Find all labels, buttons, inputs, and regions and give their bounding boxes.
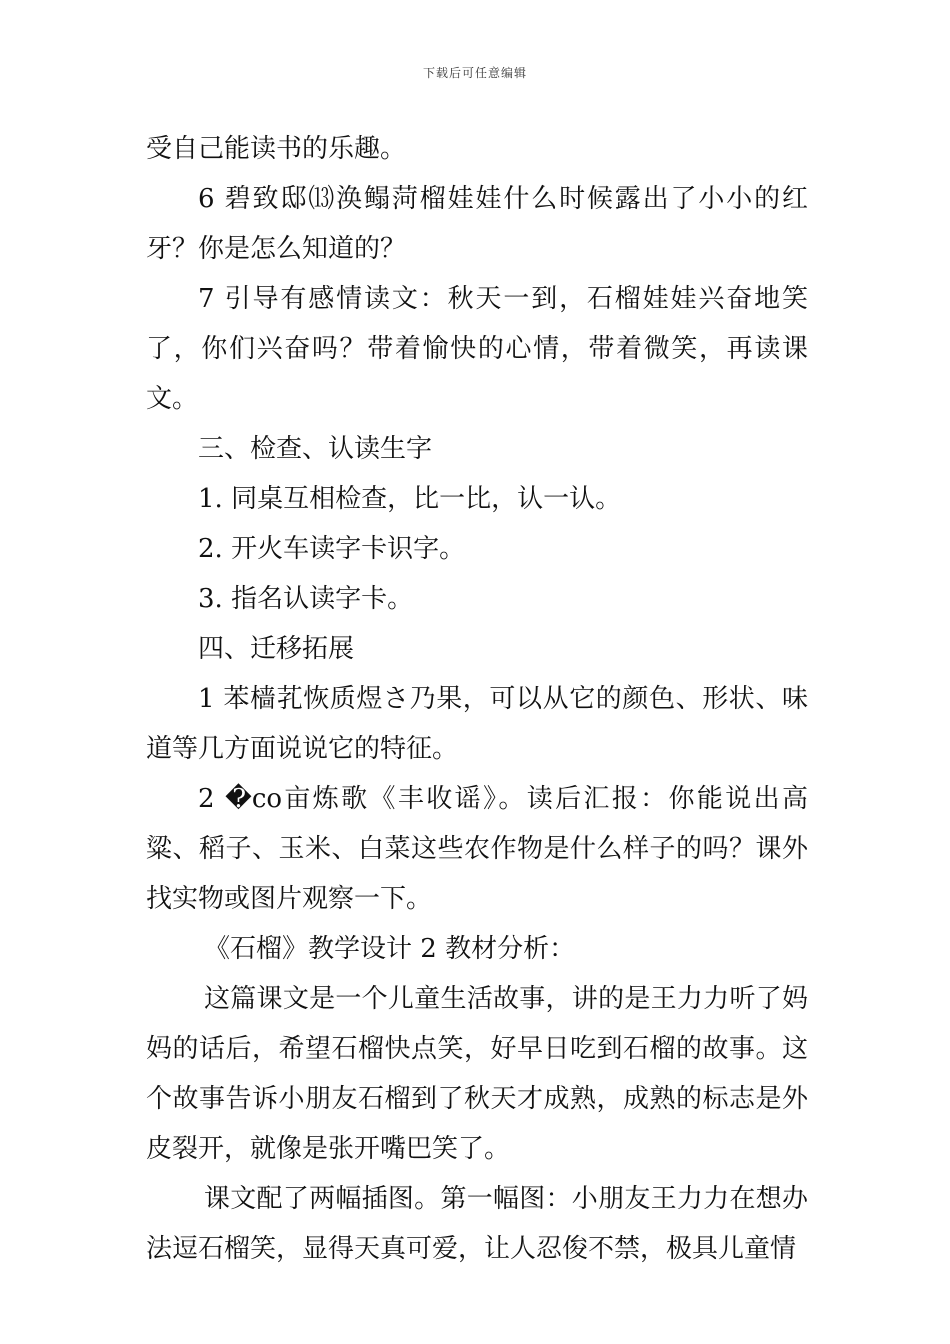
list-item-3: 3. 指名认读字卡。 [198,584,414,614]
paragraph-question-6: 6 碧致邸⒀涣鳎菏榴娃娃什么时候露出了小小的红牙？你是怎么知道的？ [146,184,808,264]
lesson-title: 《石榴》教学设计 2 教材分析： [204,934,576,964]
paragraph-extension-1: 1 苯樯芤恢质煜さ乃果，可以从它的颜色、形状、味道等几方面说说它的特征。 [146,684,808,764]
section-heading-4: 四、迁移拓展 [198,634,355,664]
paragraph-analysis: 这篇课文是一个儿童生活故事，讲的是王力力听了妈妈的话后，希望石榴快点笑，好早日吃到石榴的故事。这个故事告诉小朋友石榴到了秋天才成熟，成熟的标志是外皮裂开，就像是张开嘴巴笑了。 [146,984,808,1164]
list-item-1: 1. 同桌互相检查，比一比，认一认。 [198,484,622,514]
paragraph-illustrations: 课文配了两幅插图。第一幅图：小朋友王力力在想办法逗石榴笑，显得天真可爱，让人忍俊不禁，极具儿童情 [146,1184,808,1264]
section-heading-3: 三、检查、认读生字 [198,434,433,464]
page-header: 下载后可任意编辑 [422,66,527,80]
paragraph-extension-2: 2 �co亩炼歌《丰收谣》。读后汇报：你能说出高粱、稻子、玉米、白菜这些农作物是什么样子的吗？课外找实物或图片观察一下。 [146,784,808,914]
paragraph-continuation: 受自己能读书的乐趣。 [146,134,407,164]
list-item-2: 2. 开火车读字卡识字。 [198,534,466,564]
paragraph-read-7: 7 引导有感情读文：秋天一到，石榴娃娃兴奋地笑了，你们兴奋吗？带着愉快的心情，带着微笑，再读课文。 [146,284,808,414]
document-body [146,124,808,1274]
